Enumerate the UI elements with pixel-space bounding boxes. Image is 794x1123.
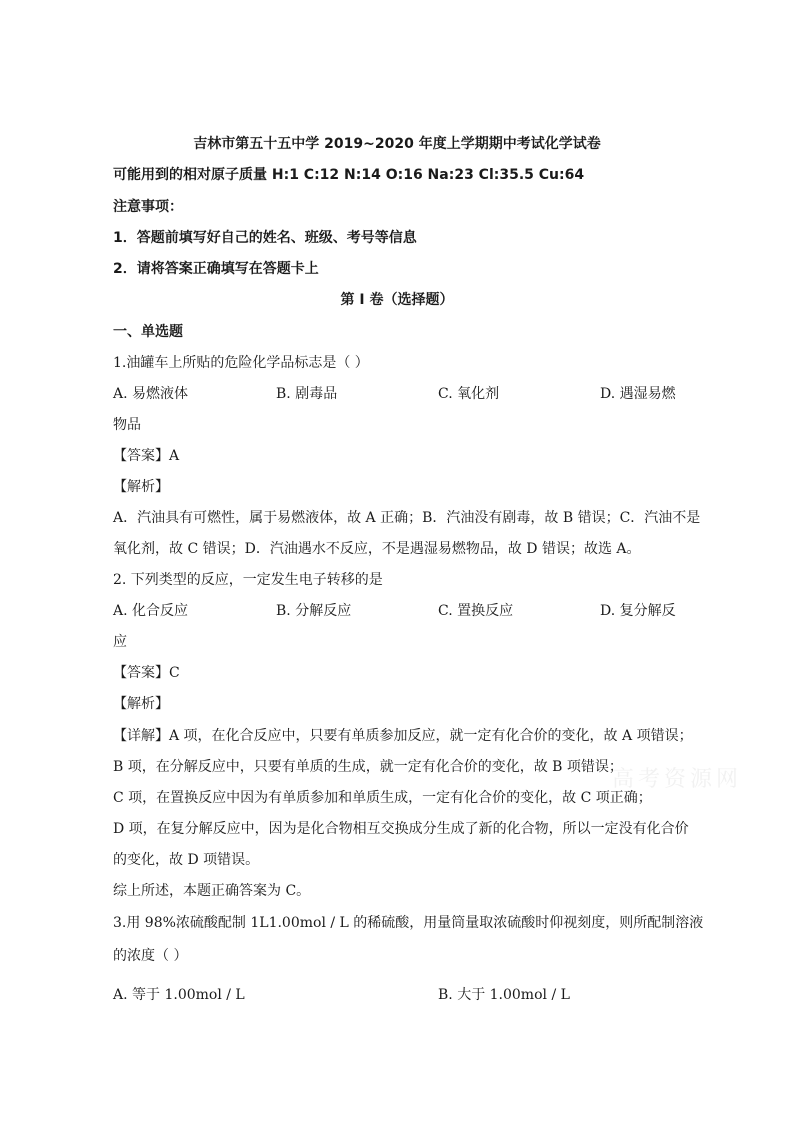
question-3-stem-line-1: 3.用 98%浓硫酸配制 1L1.00mol / L 的稀硫酸，用量筒量取浓硫酸时仰视刻度，则所配制溶液 [113, 915, 704, 931]
part-heading: 一、单选题 [113, 324, 183, 340]
question-2-detail-line-3: C 项，在置换反应中因为有单质参加和单质生成，一定有化合价的变化，故 C 项正确； [113, 790, 652, 806]
question-1-option-b: B. 剧毒品 [276, 386, 338, 402]
question-1-answer: 【答案】A [113, 448, 180, 464]
question-2-analysis-label: 【解析】 [113, 696, 169, 712]
notice-item-2: 2．请将答案正确填写在答题卡上 [113, 261, 319, 277]
question-2-option-c: C. 置换反应 [438, 603, 514, 619]
question-1-analysis-line-1: A．汽油具有可燃性，属于易燃液体，故 A 正确；B．汽油没有剧毒，故 B 错误；C．汽油不是 [113, 510, 701, 526]
question-2-option-d-continued: 应 [113, 634, 127, 650]
question-1-option-d-continued: 物品 [113, 417, 141, 433]
question-1-option-a: A. 易燃液体 [113, 386, 189, 402]
question-2-summary: 综上所述，本题正确答案为 C。 [113, 883, 311, 899]
question-2-option-d: D. 复分解反 [600, 603, 676, 619]
question-1-option-c: C. 氧化剂 [438, 386, 500, 402]
exam-title: 吉林市第五十五中学 2019~2020 年度上学期期中考试化学试卷 [193, 136, 601, 152]
question-1-option-d: D. 遇湿易燃 [600, 386, 676, 402]
question-3-option-a: A. 等于 1.00mol / L [113, 987, 245, 1003]
notice-item-1: 1．答题前填写好自己的姓名、班级、考号等信息 [113, 230, 417, 246]
atomic-mass-line: 可能用到的相对原子质量 H:1 C:12 N:14 O:16 Na:23 Cl:35.5 Cu:64 [113, 167, 585, 183]
question-1-analysis-label: 【解析】 [113, 479, 169, 495]
question-3-stem-line-2: 的浓度（ ） [113, 948, 188, 964]
question-2-detail-line-4: D 项，在复分解反应中，因为是化合物相互交换成分生成了新的化合物，所以一定没有化合价 [113, 821, 689, 837]
question-1-stem: 1.油罐车上所贴的危险化学品标志是（ ） [113, 355, 369, 371]
question-2-detail-line-1: 【详解】A 项，在化合反应中，只要有单质参加反应，就一定有化合价的变化，故 A 项错误； [113, 728, 693, 744]
question-2-option-b: B. 分解反应 [276, 603, 352, 619]
section-heading: 第 I 卷（选择题） [340, 292, 454, 308]
question-1-analysis-line-2: 氧化剂，故 C 错误；D．汽油遇水不反应，不是遇湿易燃物品，故 D 错误；故选 A。 [113, 541, 641, 557]
question-2-detail-line-5: 的变化，故 D 项错误。 [113, 852, 260, 868]
notice-title: 注意事项： [113, 199, 183, 215]
question-3-option-b: B. 大于 1.00mol / L [438, 987, 570, 1003]
question-2-stem: 2. 下列类型的反应，一定发生电子转移的是 [113, 572, 383, 588]
question-2-detail-line-2: B 项，在分解反应中，只要有单质的生成，就一定有化合价的变化，故 B 项错误； [113, 759, 623, 775]
question-2-option-a: A. 化合反应 [113, 603, 189, 619]
watermark-text: 高考资源网 [612, 767, 743, 792]
question-2-answer: 【答案】C [113, 665, 180, 681]
